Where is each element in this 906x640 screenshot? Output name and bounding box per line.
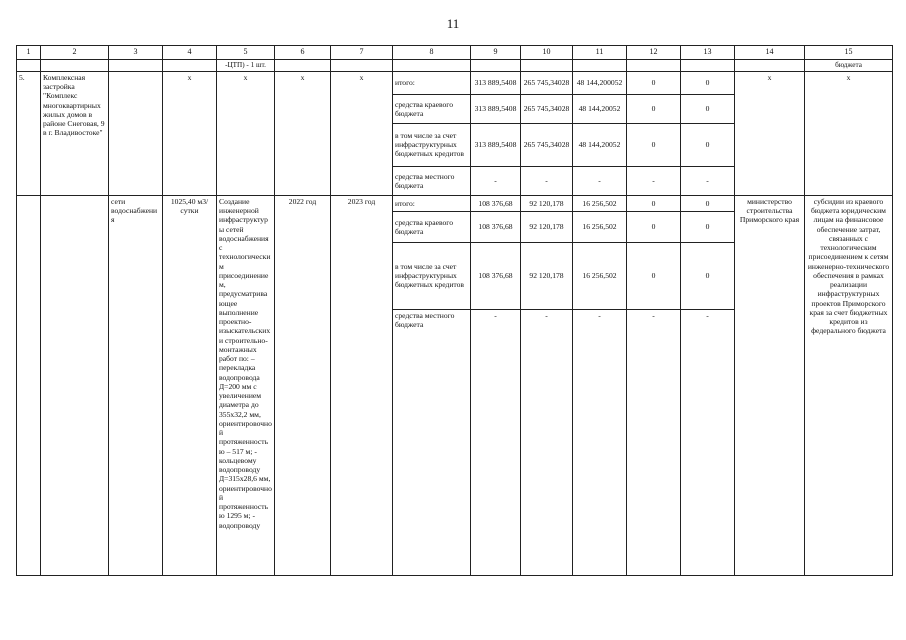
value-cell: 313 889,5408 [471,94,521,123]
finance-label: средства местного бюджета [393,166,471,195]
row-number: 5. [17,71,41,195]
end-year: 2023 год [331,195,393,575]
value-cell: 265 745,34028 [521,71,573,94]
value-cell: 0 [681,94,735,123]
value-cell: 313 889,5408 [471,123,521,166]
value-cell: 16 256,502 [573,195,627,211]
value-cell: 108 376,68 [471,242,521,309]
cell-x: x [331,71,393,195]
value-cell: 0 [627,71,681,94]
value-cell: - [627,309,681,575]
value-cell: 0 [627,123,681,166]
value-cell: - [471,166,521,195]
value-cell: 48 144,20052 [573,94,627,123]
table-row [17,71,893,94]
value-cell: 0 [681,71,735,94]
col-header: 13 [681,46,735,60]
finance-label: средства местного бюджета [393,309,471,575]
value-cell: 0 [681,211,735,242]
col-header: 4 [163,46,217,60]
value-cell: 0 [681,242,735,309]
value-cell: 48 144,200052 [573,71,627,94]
value-cell: 92 120,178 [521,211,573,242]
cell-x: x [217,71,275,195]
finance-label: в том числе за счет инфраструктурных бюджетных кредитов [393,242,471,309]
value-cell: 108 376,68 [471,211,521,242]
value-cell: 16 256,502 [573,211,627,242]
value-cell: 0 [627,195,681,211]
value-cell: 16 256,502 [573,242,627,309]
column-numbers-row [17,46,893,60]
col-header: 11 [573,46,627,60]
project-name: Комплексная застройка "Комплекс многоквартирных жилых домов в районе Снеговая, 9 в г. Владивостоке" [41,71,109,195]
value-cell: 0 [681,123,735,166]
value-cell: - [681,166,735,195]
continuation-row [17,60,893,72]
col-header: 15 [805,46,893,60]
value-cell: 108 376,68 [471,195,521,211]
value-cell: - [521,309,573,575]
value-cell: 0 [627,211,681,242]
program-table [16,45,893,576]
col-header: 9 [471,46,521,60]
col-header: 1 [17,46,41,60]
col-header: 10 [521,46,573,60]
table-row [17,195,893,211]
capacity: 1025,40 м3/сутки [163,195,217,575]
finance-label: средства краевого бюджета [393,94,471,123]
cell-x: x [275,71,331,195]
value-cell: - [471,309,521,575]
value-cell: 48 144,20052 [573,123,627,166]
continuation-text: бюджета [805,60,893,72]
responsible-body: министерство строительства Приморского края [735,195,805,575]
value-cell: 0 [627,242,681,309]
value-cell: 0 [681,195,735,211]
value-cell: 0 [627,94,681,123]
value-cell: 265 745,34028 [521,94,573,123]
value-cell: - [681,309,735,575]
value-cell: - [573,309,627,575]
col-header: 7 [331,46,393,60]
col-header: 2 [41,46,109,60]
col-header: 3 [109,46,163,60]
value-cell: - [521,166,573,195]
col-header: 5 [217,46,275,60]
support-form: субсидии из краевого бюджета юридическим лицам на финансовое обеспечение затрат, связанных с технологическим присоединением к сетям инженерно-технического обеспечения в рамках реализации инфраструктурных проектов Приморского края за счет бюджетных кредитов из федерального бюджета [805,195,893,575]
col-header: 12 [627,46,681,60]
finance-label: в том числе за счет инфраструктурных бюджетных кредитов [393,123,471,166]
value-cell: - [573,166,627,195]
value-cell: - [627,166,681,195]
col-header: 6 [275,46,331,60]
value-cell: 92 120,178 [521,242,573,309]
value-cell: 265 745,34028 [521,123,573,166]
finance-label: средства краевого бюджета [393,211,471,242]
col-header: 8 [393,46,471,60]
finance-label: итого: [393,71,471,94]
value-cell: 313 889,5408 [471,71,521,94]
col-header: 14 [735,46,805,60]
work-description: Создание инженерной инфраструктуры сетей водоснабжения с технологическим присоединением, предусматривающее выполнение проектно-изыскательских и строительно-монтажных работ по: – перекладка водопровода Д=200 мм с увеличением диаметра до 355х32,2 мм, ориентировочной протяженностью – 517 м; - кольцевому водопроводу Д=315х28,6 мм, ориентировочной протяженностью 1295 м; - водопроводу [217,195,275,575]
cell-x: x [805,71,893,195]
value-cell: 92 120,178 [521,195,573,211]
page-number: 11 [446,16,460,31]
cell-x: x [163,71,217,195]
cell-x: x [735,71,805,195]
continuation-text: -ЦТП) - 1 шт. [217,60,275,72]
object-name: сети водоснабжения [109,195,163,575]
finance-label: итого: [393,195,471,211]
start-year: 2022 год [275,195,331,575]
